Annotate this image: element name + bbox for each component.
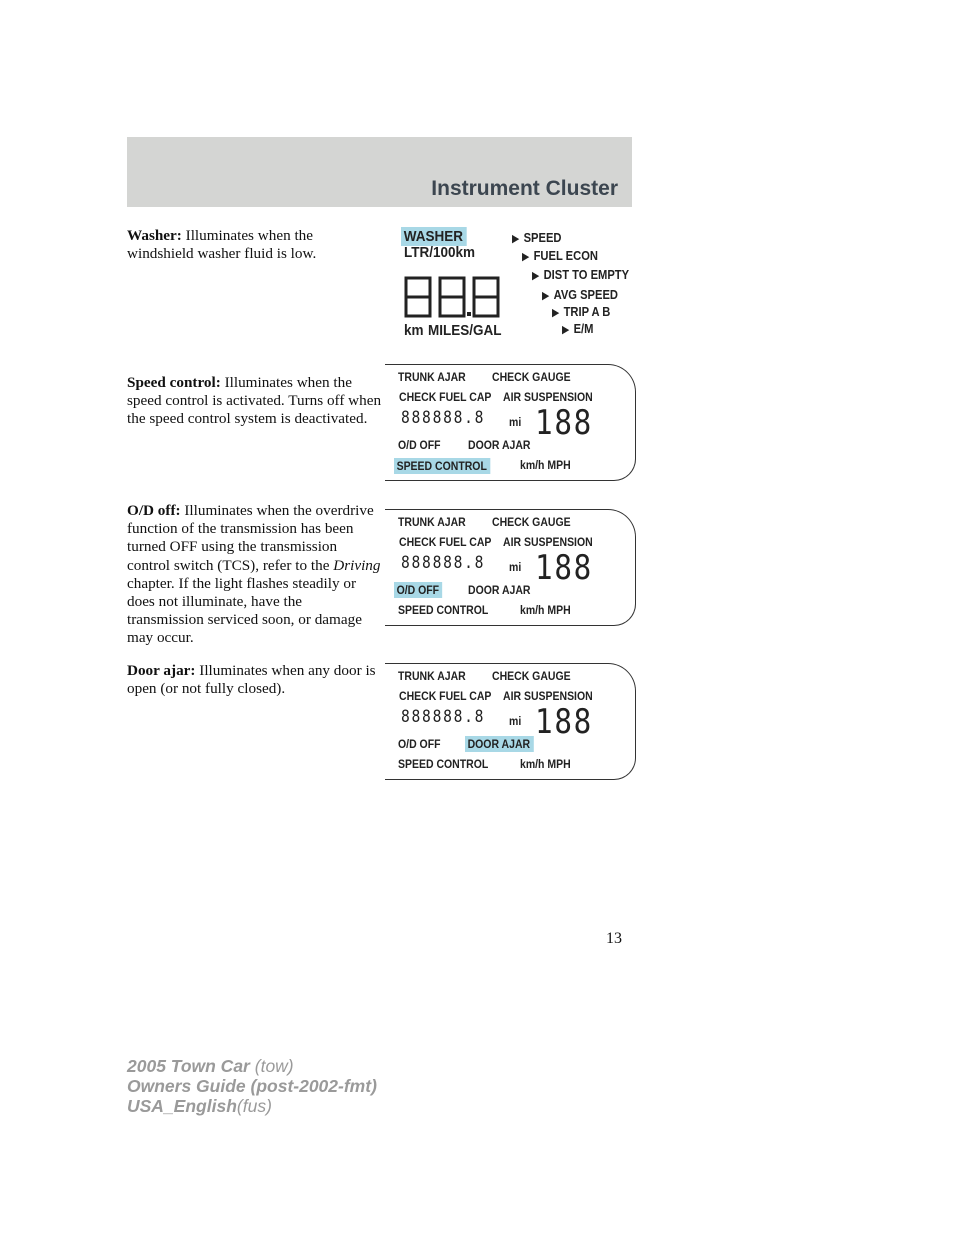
check-fuel-cap-label: CHECK FUEL CAP bbox=[399, 689, 492, 703]
footer-model-code: (tow) bbox=[254, 1056, 294, 1076]
od-off-text-after: chapter. If the light flashes steadily or does not illuminate, have the transmission serviced soon, or damage may occur. bbox=[127, 574, 362, 647]
speed-digits: 188 bbox=[535, 702, 593, 742]
door-ajar-label: DOOR AJAR bbox=[468, 438, 531, 452]
air-suspension-label: AIR SUSPENSION bbox=[503, 689, 593, 703]
miles-gal-label: MILES/GAL bbox=[428, 322, 502, 339]
km-label: km bbox=[404, 322, 424, 339]
menu-item-dist-to-empty: ▶ DIST TO EMPTY bbox=[532, 267, 630, 282]
triangle-icon: ▶ bbox=[552, 307, 560, 319]
units-label: km/h MPH bbox=[520, 603, 571, 617]
section-header bbox=[127, 137, 632, 207]
washer-term: Washer: bbox=[127, 227, 182, 244]
trunk-ajar-label: TRUNK AJAR bbox=[398, 669, 466, 683]
check-gauge-label: CHECK GAUGE bbox=[492, 370, 571, 384]
ltr-100km-label: LTR/100km bbox=[404, 244, 476, 261]
mi-label: mi bbox=[509, 415, 522, 429]
od-off-indicator: O/D OFF bbox=[394, 582, 443, 598]
page-number: 13 bbox=[606, 930, 622, 947]
cluster-door-ajar-figure bbox=[385, 663, 636, 780]
cluster-od-off-figure bbox=[385, 509, 636, 626]
door-ajar-paragraph bbox=[127, 662, 382, 698]
odometer-digits: 888888.8 bbox=[401, 707, 486, 727]
od-off-label: O/D OFF bbox=[398, 737, 441, 751]
washer-paragraph bbox=[127, 227, 382, 263]
menu-item-fuel-econ: ▶ FUEL ECON bbox=[522, 248, 598, 263]
mi-label: mi bbox=[509, 714, 522, 728]
menu-item-e-m: ▶ E/M bbox=[562, 321, 594, 336]
mi-label: mi bbox=[509, 560, 522, 574]
od-off-label: O/D OFF bbox=[398, 438, 441, 452]
menu-item-speed: ▶ SPEED bbox=[512, 230, 562, 245]
od-off-text-before: Illuminates when the overdrive function of the transmission has been turned OFF using the transmission control switch (TCS), refer to the bbox=[127, 502, 374, 574]
washer-indicator: WASHER bbox=[401, 227, 467, 246]
digits-88-8-display bbox=[402, 272, 502, 322]
speed-control-label: SPEED CONTROL bbox=[398, 757, 489, 771]
footer-guide: Owners Guide (post-2002-fmt) bbox=[127, 1076, 377, 1096]
air-suspension-label: AIR SUSPENSION bbox=[503, 390, 593, 404]
speed-digits: 188 bbox=[535, 548, 593, 588]
speed-control-paragraph bbox=[127, 374, 382, 429]
air-suspension-label: AIR SUSPENSION bbox=[503, 535, 593, 549]
door-ajar-term: Door ajar: bbox=[127, 662, 196, 679]
footer-language-code: (fus) bbox=[236, 1096, 272, 1116]
triangle-icon: ▶ bbox=[562, 324, 570, 336]
triangle-icon: ▶ bbox=[522, 251, 530, 263]
section-title: Instrument Cluster bbox=[431, 177, 618, 200]
triangle-icon: ▶ bbox=[542, 290, 550, 302]
units-label: km/h MPH bbox=[520, 757, 571, 771]
footer-language: USA_English bbox=[127, 1096, 237, 1116]
speed-digits: 188 bbox=[535, 403, 593, 443]
door-ajar-text: Illuminates when any door is open (or not fully closed). bbox=[127, 662, 376, 698]
odometer-digits: 888888.8 bbox=[401, 408, 486, 428]
trunk-ajar-label: TRUNK AJAR bbox=[398, 370, 466, 384]
document-footer bbox=[127, 1056, 377, 1116]
units-label: km/h MPH bbox=[520, 458, 571, 472]
washer-text: Illuminates when the windshield washer fluid is low. bbox=[127, 227, 317, 263]
footer-model: 2005 Town Car bbox=[127, 1056, 250, 1076]
cluster-speed-control-figure bbox=[385, 364, 636, 481]
triangle-icon: ▶ bbox=[512, 233, 520, 245]
triangle-icon: ▶ bbox=[532, 270, 540, 282]
speed-control-label: SPEED CONTROL bbox=[398, 603, 489, 617]
od-off-paragraph bbox=[127, 502, 382, 648]
check-gauge-label: CHECK GAUGE bbox=[492, 669, 571, 683]
check-gauge-label: CHECK GAUGE bbox=[492, 515, 571, 529]
check-fuel-cap-label: CHECK FUEL CAP bbox=[399, 535, 492, 549]
menu-item-trip-a-b: ▶ TRIP A B bbox=[552, 304, 611, 319]
driving-chapter-ref: Driving bbox=[333, 556, 381, 574]
speed-control-term: Speed control: bbox=[127, 374, 221, 391]
door-ajar-label: DOOR AJAR bbox=[468, 583, 531, 597]
speed-control-text: Illuminates when the speed control is activated. Turns off when the speed control system is deactivated. bbox=[127, 374, 382, 428]
check-fuel-cap-label: CHECK FUEL CAP bbox=[399, 390, 492, 404]
speed-control-indicator: SPEED CONTROL bbox=[394, 458, 490, 474]
trunk-ajar-label: TRUNK AJAR bbox=[398, 515, 466, 529]
menu-item-avg-speed: ▶ AVG SPEED bbox=[542, 287, 618, 302]
odometer-digits: 888888.8 bbox=[401, 553, 486, 573]
od-off-term: O/D off: bbox=[127, 502, 181, 519]
door-ajar-indicator: DOOR AJAR bbox=[465, 736, 534, 752]
